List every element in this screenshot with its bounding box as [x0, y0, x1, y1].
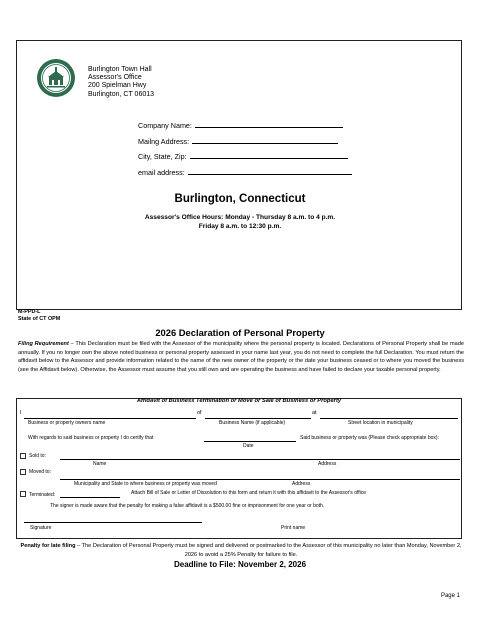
form-code: M-PPD-L	[18, 309, 41, 315]
sold-to-label: Sold to:	[29, 453, 46, 459]
caption-business-name: Business Name (if applicable)	[219, 420, 286, 426]
terminated-label: Terminated:	[29, 492, 56, 498]
address-line: Burlington, CT 06013	[88, 90, 155, 98]
signature-line[interactable]	[24, 522, 202, 523]
terminated-line[interactable]	[60, 497, 120, 498]
email-address-label: email address:	[138, 168, 185, 177]
affidavit-i: I	[20, 410, 22, 416]
page-number: Page 1	[440, 593, 460, 599]
company-name-field[interactable]	[138, 121, 343, 130]
caption-street-location: Street location in municipality	[348, 420, 413, 426]
company-name-label: Company Name:	[138, 121, 192, 130]
caption-sold-name: Name	[93, 461, 107, 467]
owner-name-line[interactable]	[24, 418, 196, 419]
caption-owner-name: Business or property owners name	[28, 420, 106, 426]
moved-to-label: Moved to:	[29, 469, 51, 475]
address-line: Assessor's Office	[88, 74, 142, 82]
filing-requirement-text: – This Declaration must be filed with the Assessor of the municipality where the personal property is located. Declarations of Personal Property shall be made annually. If you no longer own the above noted business or personal property assessed in your name last year, you do not need to complete the full Declaration. You must return the affidavit below to the Assessor and provide information related to the name of the new owner of the property or the date your business ceased or to where you moved the business (see the Affidavit below). Otherwise, the Assessor must assume that you still own and are operating the business and have failed to declare your taxable personal property.	[18, 341, 464, 373]
town-seal-logo	[36, 58, 76, 98]
business-name-line[interactable]	[205, 418, 311, 419]
affidavit-at: at	[312, 410, 317, 416]
late-filing-penalty	[18, 542, 464, 559]
certify-tail-text: Said business or property was (Please check appropriate box):	[300, 435, 439, 441]
certify-text: With regards to said business or property I do certify that	[28, 435, 154, 441]
office-hours-line1: Assessor's Office Hours: Monday - Thursday 8 a.m. to 4 p.m.	[144, 214, 336, 221]
penalty-lead: Penalty for late filing	[20, 543, 76, 549]
caption-date: Date	[243, 443, 254, 449]
address-line: 200 Spielman Hwy	[88, 82, 147, 90]
town-heading: Burlington, Connecticut	[174, 193, 306, 205]
deadline-heading: Deadline to File: November 2, 2026	[173, 560, 307, 569]
form-authority: State of CT OPM	[18, 316, 61, 322]
filing-requirement-lead: Filing Requirement	[18, 341, 69, 347]
city-state-zip-label: City, State, Zip:	[138, 152, 187, 161]
moved-to-checkbox[interactable]	[20, 469, 26, 475]
caption-print-name: Print name	[281, 525, 306, 531]
mailing-address-field[interactable]	[138, 137, 338, 146]
terminated-checkbox[interactable]	[20, 491, 26, 497]
email-address-field[interactable]	[138, 168, 352, 177]
caption-moved-municipality: Municipality and State to where business or property was moved	[74, 481, 217, 487]
caption-moved-address: Address	[292, 481, 311, 487]
email-address-line[interactable]	[188, 168, 352, 175]
mailing-address-label: Mailng Address:	[138, 137, 190, 146]
city-state-zip-field[interactable]	[138, 152, 348, 161]
sold-to-line[interactable]	[60, 459, 460, 460]
moved-to-line[interactable]	[60, 479, 460, 480]
caption-signature: Signature	[30, 525, 52, 531]
terminated-note: Attach Bill of Sale or Letter of Dissolution to this form and return it with this affidavit to the Assessor's office	[131, 490, 367, 496]
affidavit-heading: Affidavit of Business Termination or Move or Sale of Business or Property	[136, 398, 342, 404]
affidavit-of: of	[197, 410, 202, 416]
office-hours-line2: Friday 8 a.m. to 12:30 p.m.	[198, 223, 282, 230]
city-state-zip-line[interactable]	[190, 152, 348, 159]
certify-date-line[interactable]	[204, 441, 296, 442]
penalty-text: – The Declaration of Personal Property must be signed and delivered or postmarked to the Assessor of this municipality no later than Monday, November 2, 2026 to avoid a 25% Penalty for failure to file.	[75, 543, 462, 558]
false-affidavit-notice: The signer is made aware that the penalty for making a false affidavit is a $500.00 fine or imprisonment for one year or both.	[50, 503, 325, 509]
mailing-address-line[interactable]	[192, 137, 338, 144]
address-line: Burlington Town Hall	[88, 66, 152, 73]
company-name-line[interactable]	[195, 121, 343, 128]
street-location-line[interactable]	[320, 418, 458, 419]
filing-requirement-paragraph	[18, 340, 464, 374]
page-title: 2026 Declaration of Personal Property	[155, 327, 325, 338]
caption-sold-address: Address	[318, 461, 337, 467]
return-address	[88, 66, 154, 99]
sold-to-checkbox[interactable]	[20, 453, 26, 459]
